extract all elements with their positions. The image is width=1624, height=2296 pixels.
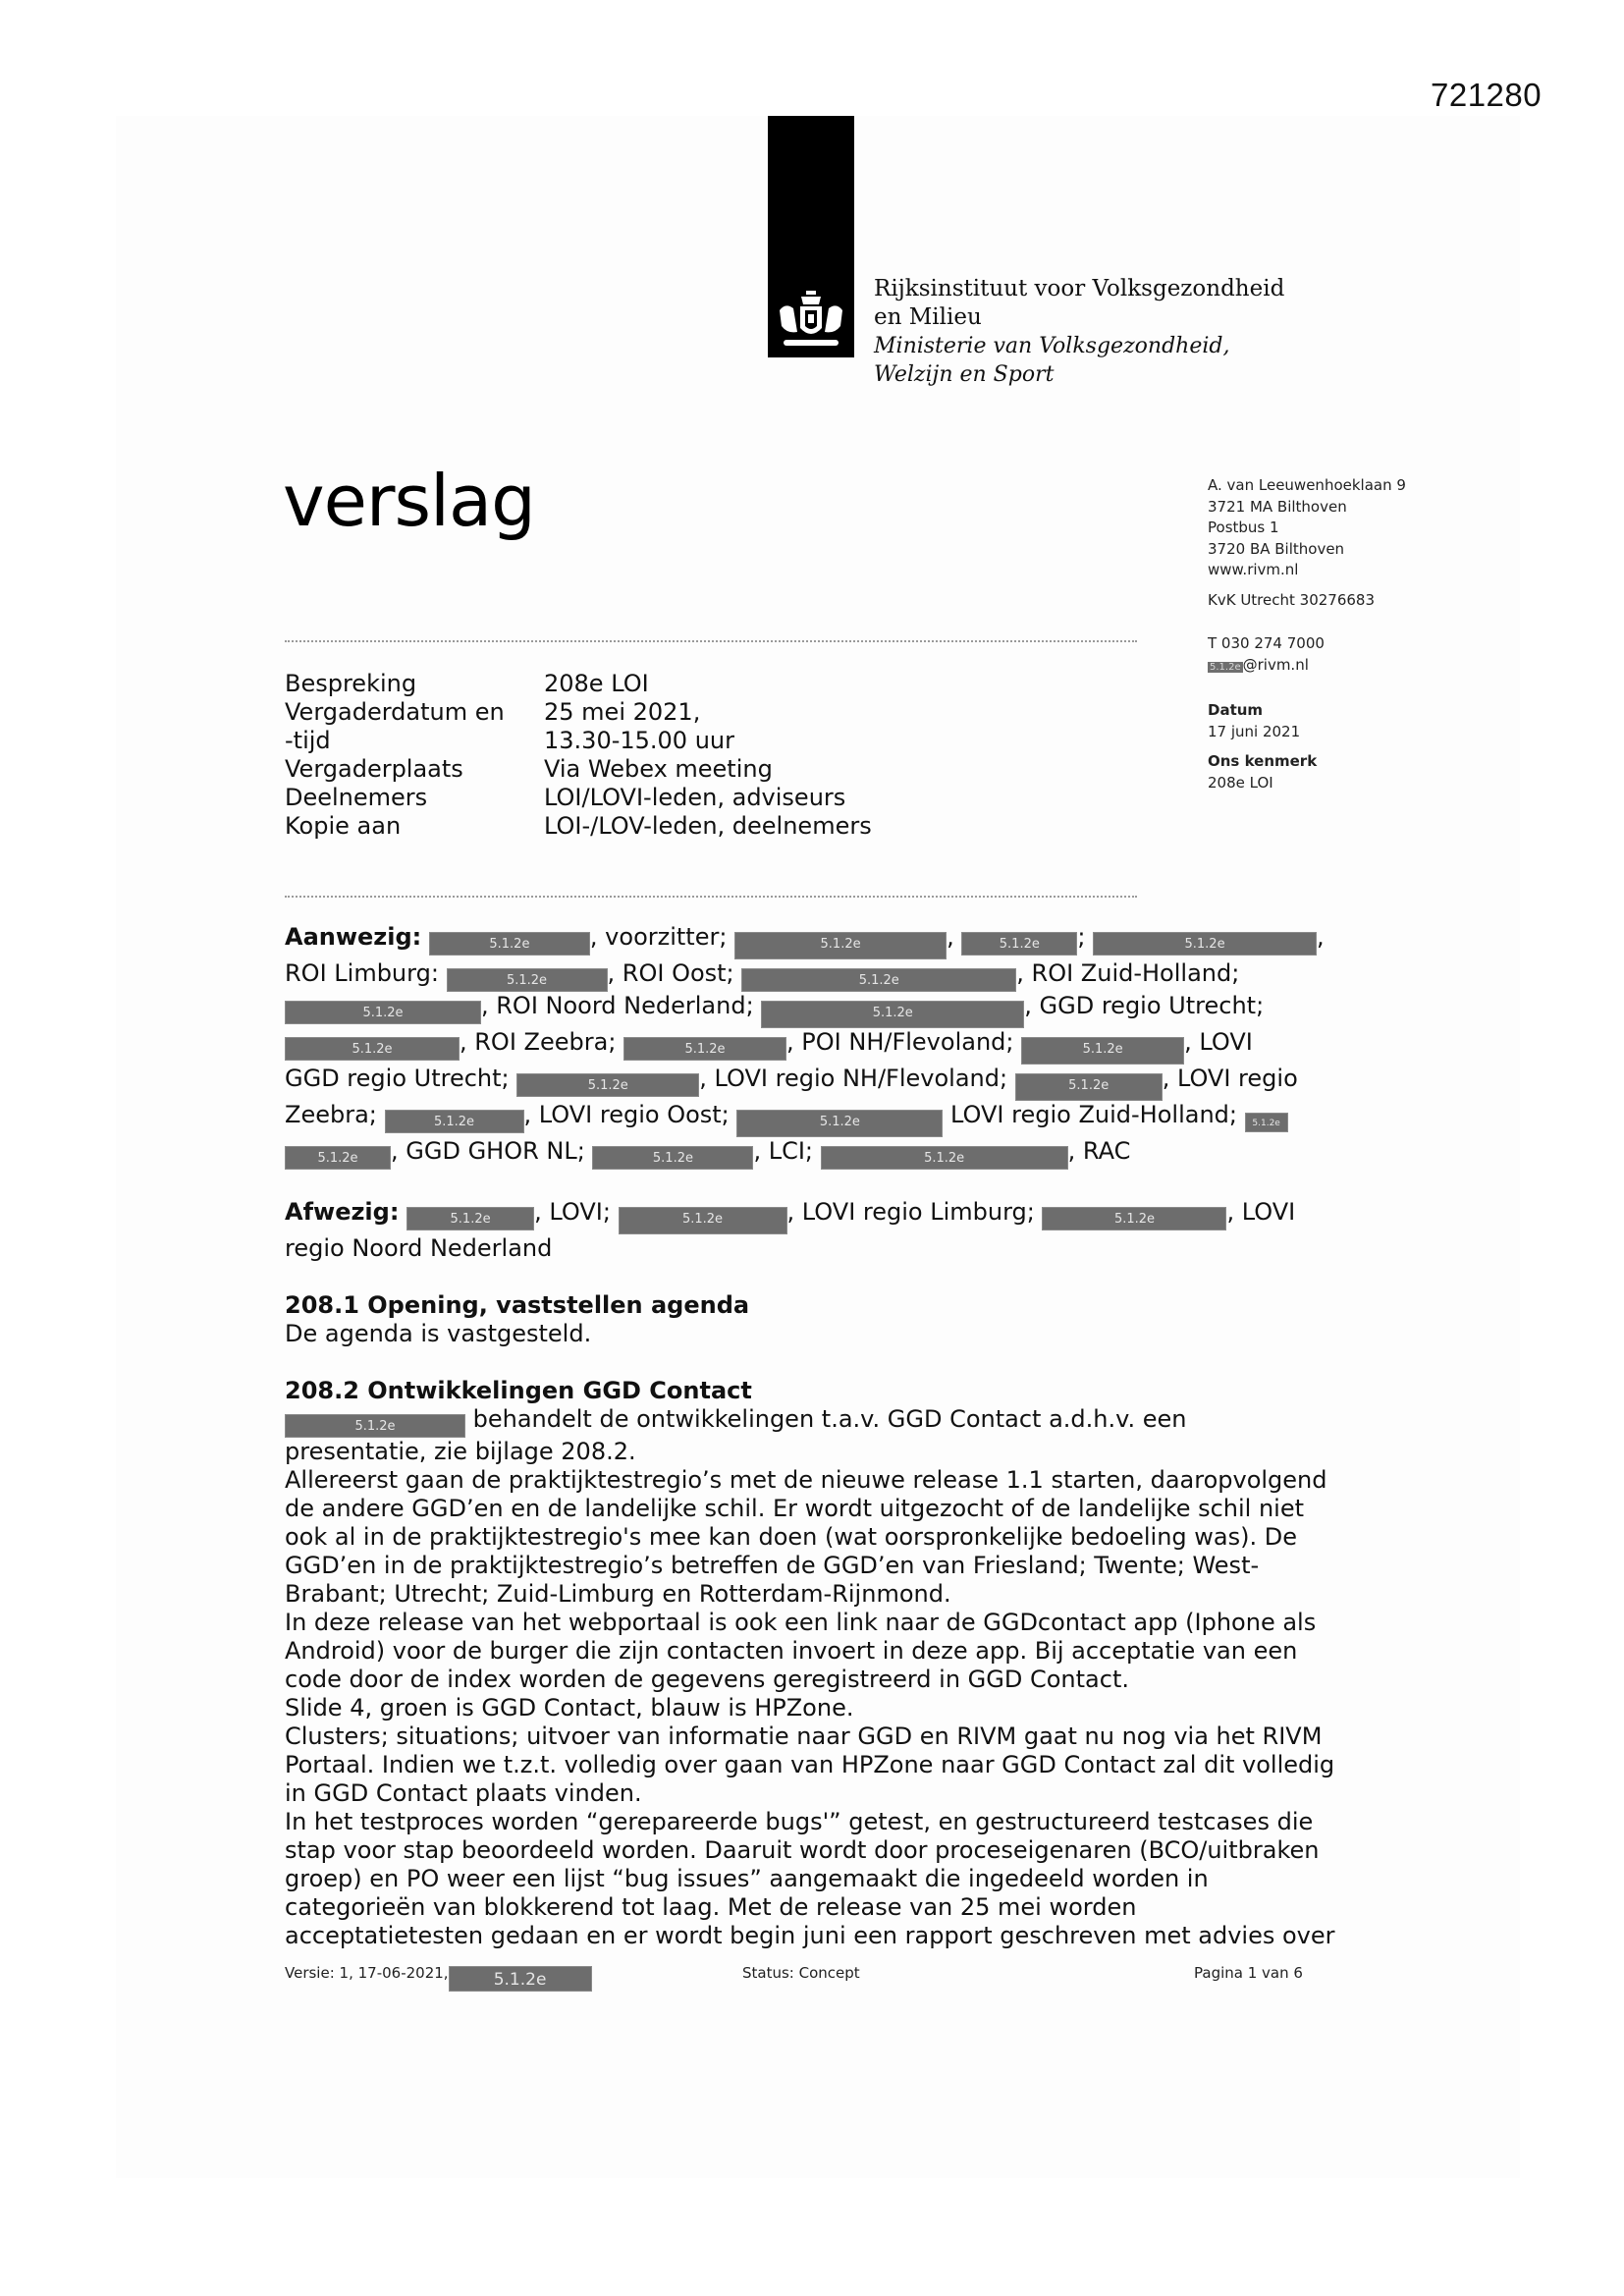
body-line: de andere GGD’en en de landelijke schil. Er wordt uitgezocht of de landelijke schil niet	[285, 1495, 1305, 1522]
org-name-line: Rijksinstituut voor Volksgezondheid	[874, 276, 1285, 301]
redaction-block: 5.1.2e	[1042, 1207, 1226, 1230]
body-line: GGD’en in de praktijktestregio’s betreffen de GGD’en van Friesland; Twente; West-	[285, 1552, 1260, 1579]
redaction-block: 5.1.2e	[429, 932, 590, 956]
address-line: Postbus 1	[1208, 519, 1279, 536]
meeting-details	[285, 670, 872, 841]
organization-name	[874, 275, 1284, 389]
redaction-block: 5.1.2e	[1093, 932, 1317, 956]
rijksoverheid-logo-bar	[768, 116, 854, 357]
version-info: Versie: 1, 17-06-2021, 5.1.2e	[285, 1964, 592, 1992]
redaction-block: 5.1.2e	[1245, 1113, 1288, 1132]
meta-row: Kopie aan LOI-/LOV-leden, deelnemers	[285, 812, 872, 840]
redaction-block: 5.1.2e	[1210, 661, 1241, 673]
status-info: Status: Concept	[742, 1964, 860, 1982]
redaction-block: 5.1.2e	[592, 1146, 753, 1170]
redaction-block: 5.1.2e	[406, 1207, 534, 1230]
ministry-line: Ministerie van Volksgezondheid,	[874, 334, 1230, 358]
body-line: Portaal. Indien we t.z.t. volledig over gaan van HPZone naar GGD Contact zal dit volledig	[285, 1751, 1335, 1778]
redaction-block: 5.1.2e	[619, 1207, 787, 1234]
section-208-2: 208.2 Ontwikkelingen GGD Contact 5.1.2e behandelt de ontwikkelingen t.a.v. GGD Contact a.d.h.v. een presentatie, zie bijlage 208.2. Allereerst gaan de praktijktestregio’s met de nieuwe release 1.1 starten, daaropvolgend de andere GGD’en en de landelijke schil. Er wordt uitgezocht of de landelijke schil niet ook al in de praktijktestregio's mee kan doen (wat oorspronkelijke bedoeling was). De GGD’en in de praktijktestregio’s betreffen de GGD’en van Friesland; Twente; West- Brabant; Utrecht; Zuid-Limburg en Rotterdam-Rijnmond. In deze release van het webportaal is ook een link naar de GGDcontact app (Iphone als Android) voor de burger die zijn contacten invoert in deze app. Bij acceptatie van een code door de index worden de gegevens geregistreerd in GGD Contact. Slide 4, groen is GGD Contact, blauw is HPZone. Clusters; situations; uitvoer van informatie naar GGD en RIVM gaat nu nog via het RIVM Portaal. Indien we t.z.t. volledig over gaan van HPZone naar GGD Contact zal dit volledig in GGD Contact plaats vinden. In het testproces worden “gerepareerde bugs'” getest, en gestructureerd testcases die stap voor stap beoordeeld worden. Daaruit wordt door proceseigenaren (BCO/uitbraken groep) en PO weer een lijst “bug issues” aangemaakt die ingedeeld worden in categorieën van blokkerend tot laag. Met de release van 25 mei worden acceptatietesten gedaan en er wordt begin juni een rapport geschreven met advies over	[285, 1377, 1355, 1950]
body-line: Brabant; Utrecht; Zuid-Limburg en Rotterdam-Rijnmond.	[285, 1580, 951, 1608]
address-sidebar	[1208, 475, 1406, 793]
body-line: in GGD Contact plaats vinden.	[285, 1779, 642, 1807]
body-line: Clusters; situations; uitvoer van informatie naar GGD en RIVM gaat nu nog via het RIVM	[285, 1722, 1323, 1750]
redaction-block: 5.1.2e	[623, 1037, 786, 1061]
coat-of-arms-icon	[774, 289, 848, 354]
address-line: A. van Leeuwenhoeklaan 9	[1208, 476, 1406, 494]
email-address: 5.1.2e @rivm.nl	[1210, 655, 1309, 674]
redaction-block: 5.1.2e	[285, 1414, 465, 1438]
dotted-divider	[285, 640, 1137, 642]
address-line: 3720 BA Bilthoven	[1208, 539, 1345, 558]
body-line: In deze release van het webportaal is ook een link naar de GGDcontact app (Iphone als	[285, 1609, 1317, 1636]
redaction-block: 5.1.2e	[741, 968, 1016, 992]
body-line: categorieën van blokkerend tot laag. Met de release van 25 mei worden	[285, 1893, 1137, 1921]
redaction-block: 5.1.2e	[285, 1037, 460, 1061]
meta-row: -tijd 13.30-15.00 uur	[285, 727, 734, 754]
reference-label: Ons kenmerk	[1208, 752, 1318, 770]
redaction-block: 5.1.2e	[736, 1110, 943, 1137]
body-line: Android) voor de burger die zijn contacten invoert in deze app. Bij acceptatie van een	[285, 1637, 1298, 1665]
section-208-1	[285, 1291, 1355, 1348]
meta-row: Deelnemers LOI/LOVI-leden, adviseurs	[285, 784, 846, 811]
redaction-block: 5.1.2e	[821, 1146, 1068, 1170]
redaction-block: 5.1.2e	[761, 1001, 1024, 1028]
body-line: stap voor stap beoordeeld worden. Daaruit wordt door proceseigenaren (BCO/uitbraken	[285, 1836, 1320, 1864]
kvk-number: KvK Utrecht 30276683	[1208, 590, 1375, 609]
document-title: verslag	[283, 460, 535, 542]
body-line: presentatie, zie bijlage 208.2.	[285, 1438, 636, 1465]
body-line: acceptatietesten gedaan en er wordt begin juni een rapport geschreven met advies over	[285, 1922, 1335, 1949]
meta-row: Vergaderplaats Via Webex meeting	[285, 755, 773, 783]
org-name-line: en Milieu	[874, 304, 982, 330]
date-label: Datum	[1208, 701, 1264, 719]
body-line: ook al in de praktijktestregio's mee kan doen (wat oorspronkelijke bedoeling was). De	[285, 1523, 1297, 1551]
redaction-block: 5.1.2e	[285, 1146, 391, 1170]
document-id: 721280	[1431, 77, 1543, 113]
redaction-block: 5.1.2e	[734, 932, 947, 959]
page-footer	[285, 1962, 1316, 1988]
address-line: 3721 MA Bilthoven	[1208, 497, 1347, 516]
redaction-block: 5.1.2e	[1015, 1073, 1163, 1101]
attendance-present: Aanwezig: 5.1.2e , voorzitter; 5.1.2e , 5.1.2e ; 5.1.2e , ROI Limburg: 5.1.2e , ROI Oost; 5.1.2e , ROI Zuid-Holland; 5.1.2e , ROI Noord Nederland; 5.1.2e , GGD regio Utrecht; 5.1.2e , ROI Zeebra; 5.1.2e , POI NH/Flevoland; 5.1.2e , LOVI GGD regio Utrecht; 5.1.2e , LOVI regio NH/Flevoland; 5.1.2e , LOVI regio Zeebra; 5.1.2e , LOVI regio Oost; 5.1.2e LOVI regio Zuid-Holland; 5.1.2e 5.1.2e , GGD GHOR NL; 5.1.2e , LCI; 5.1.2e , RAC	[285, 923, 1355, 1170]
section-heading: 208.2 Ontwikkelingen GGD Contact	[285, 1377, 752, 1404]
redaction-block: 5.1.2e	[1021, 1037, 1184, 1065]
redaction-block: 5.1.2e	[961, 932, 1077, 956]
body-line: In het testproces worden “gerepareerde bugs'” getest, en gestructureerd testcases die	[285, 1808, 1314, 1835]
redaction-block: 5.1.2e	[447, 968, 608, 992]
dotted-divider	[285, 896, 1137, 898]
reference-value: 208e LOI	[1208, 773, 1273, 792]
document-body	[285, 923, 1355, 1950]
attendance-absent: Afwezig: 5.1.2e , LOVI; 5.1.2e , LOVI regio Limburg; 5.1.2e , LOVI regio Noord Nederland	[285, 1198, 1296, 1262]
phone-number: T 030 274 7000	[1208, 634, 1325, 652]
website-link[interactable]: www.rivm.nl	[1208, 561, 1299, 578]
body-line: groep) en PO weer een lijst “bug issues” aangemaakt die ingedeeld worden in	[285, 1865, 1209, 1892]
meta-row: Vergaderdatum en 25 mei 2021,	[285, 698, 701, 726]
date-value: 17 juni 2021	[1208, 722, 1301, 740]
body-line: Allereerst gaan de praktijktestregio’s met de nieuwe release 1.1 starten, daaropvolgend	[285, 1466, 1327, 1494]
body-line: Slide 4, groen is GGD Contact, blauw is HPZone.	[285, 1694, 854, 1722]
meta-row: Bespreking 208e LOI	[285, 670, 649, 697]
redaction-block: 5.1.2e	[385, 1110, 524, 1133]
redaction-block: 5.1.2e	[285, 1001, 481, 1024]
page-number: Pagina 1 van 6	[1194, 1964, 1303, 1982]
section-body: De agenda is vastgesteld.	[285, 1320, 592, 1347]
redaction-block: 5.1.2e	[516, 1073, 699, 1097]
redaction-block: 5.1.2e	[449, 1966, 592, 1992]
body-line: code door de index worden de gegevens geregistreerd in GGD Contact.	[285, 1666, 1129, 1693]
section-heading: 208.1 Opening, vaststellen agenda	[285, 1291, 750, 1319]
ministry-line: Welzijn en Sport	[874, 362, 1055, 387]
